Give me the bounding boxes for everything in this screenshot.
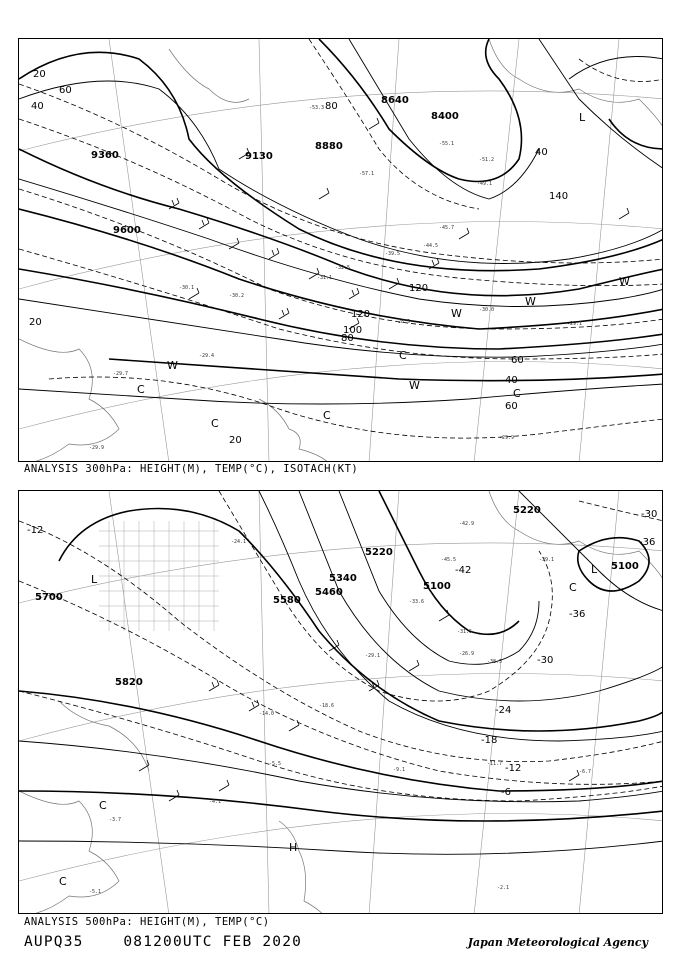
- isotach-label: 140: [549, 191, 569, 202]
- isotach-label: 80: [341, 333, 354, 344]
- isotach-label: 120: [351, 309, 371, 320]
- isotach-label: 40: [535, 147, 548, 158]
- temp-obs: -29.1: [567, 321, 583, 327]
- height-label: 5820: [115, 677, 143, 688]
- temp-obs: -57.1: [359, 171, 375, 177]
- cold-symbol: C: [99, 799, 107, 812]
- caption-500hpa: ANALYSIS 500hPa: HEIGHT(M), TEMP(°C): [24, 916, 270, 928]
- isotherm-label: -30: [537, 655, 554, 666]
- height-label: 5100: [423, 581, 451, 592]
- height-label: 5340: [329, 573, 357, 584]
- height-label: 5460: [315, 587, 343, 598]
- temp-obs: -33.6: [409, 599, 425, 605]
- cold-symbol: C: [399, 349, 407, 362]
- isotach-label: 80: [325, 101, 338, 112]
- cold-symbol: C: [513, 387, 521, 400]
- isotach-label: 20: [33, 69, 46, 80]
- cold-symbol: C: [323, 409, 331, 422]
- temp-obs: -31.5: [457, 629, 473, 635]
- height-label: 8640: [381, 95, 409, 106]
- temp-obs: -2.1: [497, 885, 510, 891]
- isotherm-label: -30: [641, 509, 658, 520]
- height-label: 5220: [513, 505, 541, 516]
- height-label: 9130: [245, 151, 273, 162]
- temp-obs: -3.7: [109, 817, 122, 823]
- temp-obs: -18.6: [319, 703, 335, 709]
- high-pressure-symbol: H: [289, 841, 298, 854]
- temp-obs: -6.7: [579, 769, 592, 775]
- warm-symbol: W: [409, 379, 420, 392]
- isotach-label: 100: [343, 325, 363, 336]
- map-300hpa-panel: [18, 38, 663, 462]
- thin-contours: [19, 491, 663, 854]
- temp-obs: -29.9: [499, 435, 515, 441]
- temp-obs: -31.1: [317, 275, 333, 281]
- isotherm-label: -24: [495, 705, 512, 716]
- hatched-area: [99, 521, 219, 631]
- map-500hpa-canvas: [19, 491, 663, 914]
- temp-obs: -39.5: [385, 251, 401, 257]
- warm-symbol: W: [525, 295, 536, 308]
- caption-300hpa: ANALYSIS 300hPa: HEIGHT(M), TEMP(°C), ISOTACH(KT): [24, 463, 359, 475]
- height-label: 5700: [35, 592, 63, 603]
- cold-symbol: C: [59, 875, 67, 888]
- temp-obs: -26.9: [459, 651, 475, 657]
- warm-symbol: W: [619, 275, 630, 288]
- temp-obs: -51.2: [479, 157, 495, 163]
- temp-obs: -30.1: [179, 285, 195, 291]
- height-contours: [19, 491, 663, 821]
- isotach-label: 60: [505, 401, 518, 412]
- map-300hpa-canvas: [19, 39, 663, 462]
- temp-obs: -5.1: [89, 889, 102, 895]
- isotach-label: 20: [229, 435, 242, 446]
- isotherm-label: -18: [481, 735, 498, 746]
- chart-code-and-time: [24, 934, 302, 950]
- cold-symbol: C: [569, 581, 577, 594]
- isotherm-label: -12: [27, 525, 44, 536]
- temp-obs: -14.0: [259, 711, 275, 717]
- isotach-label: 120: [409, 283, 429, 294]
- isotherm-label: -42: [455, 565, 472, 576]
- temp-obs: -5.5: [269, 761, 282, 767]
- isotach-label: 40: [505, 375, 518, 386]
- agency-name: Japan Meteorological Agency: [467, 936, 648, 949]
- isotach-label: 20: [29, 317, 42, 328]
- height-label: 8400: [431, 111, 459, 122]
- temp-obs: -30.0: [479, 307, 495, 313]
- temp-obs: -11.7: [487, 761, 503, 767]
- temp-obs: -44.5: [423, 243, 439, 249]
- isotherm-label: -36: [639, 537, 656, 548]
- height-label: 9360: [91, 150, 119, 161]
- temp-obs: -39.1: [539, 557, 555, 563]
- temp-obs: -24.1: [231, 539, 247, 545]
- map-500hpa-panel: [18, 490, 663, 914]
- low-pressure-symbol: L: [91, 573, 98, 586]
- coastlines: [19, 39, 663, 462]
- isotherm-label: -6: [501, 787, 511, 798]
- temp-obs: -30.2: [229, 293, 245, 299]
- height-label: 5220: [365, 547, 393, 558]
- temp-obs: -29.7: [113, 371, 129, 377]
- low-pressure-symbol: L: [579, 111, 586, 124]
- warm-symbol: W: [451, 307, 462, 320]
- temp-obs: -45.7: [439, 225, 455, 231]
- graticule: [19, 39, 663, 462]
- height-label: 5100: [611, 561, 639, 572]
- temp-obs: -29.1: [365, 653, 381, 659]
- temp-obs: -42.9: [459, 521, 475, 527]
- isotach-label: 40: [31, 101, 44, 112]
- cold-symbol: C: [211, 417, 219, 430]
- low-pressure-symbol: L: [591, 563, 598, 576]
- isotach-label: 60: [511, 355, 524, 366]
- isotherm-label: -36: [569, 609, 586, 620]
- product-code: AUPQ35: [24, 934, 84, 950]
- warm-symbol: W: [167, 359, 178, 372]
- temp-obs: -29.4: [199, 353, 215, 359]
- cold-symbol: C: [137, 383, 145, 396]
- temp-obs: -45.5: [441, 557, 457, 563]
- isotach-label: 60: [59, 85, 72, 96]
- temp-obs: -38.5: [487, 659, 503, 665]
- height-contours: [19, 39, 663, 381]
- temp-obs: -4.1: [209, 799, 222, 805]
- height-label: 5580: [273, 595, 301, 606]
- isotach-contours: [19, 39, 663, 404]
- valid-time: 081200UTC FEB 2020: [123, 934, 303, 950]
- temp-obs: -9.1: [393, 767, 406, 773]
- isotherms: [19, 39, 663, 438]
- isotherm-label: -12: [505, 763, 522, 774]
- height-label: 9600: [113, 225, 141, 236]
- temp-obs: -55.1: [439, 141, 455, 147]
- temp-obs: -49.1: [477, 181, 493, 187]
- temp-obs: -29.9: [89, 445, 105, 451]
- temp-obs: -28.5: [395, 319, 411, 325]
- temp-obs: -53.3: [309, 105, 325, 111]
- height-label: 8880: [315, 141, 343, 152]
- temp-obs: -32.5: [335, 265, 351, 271]
